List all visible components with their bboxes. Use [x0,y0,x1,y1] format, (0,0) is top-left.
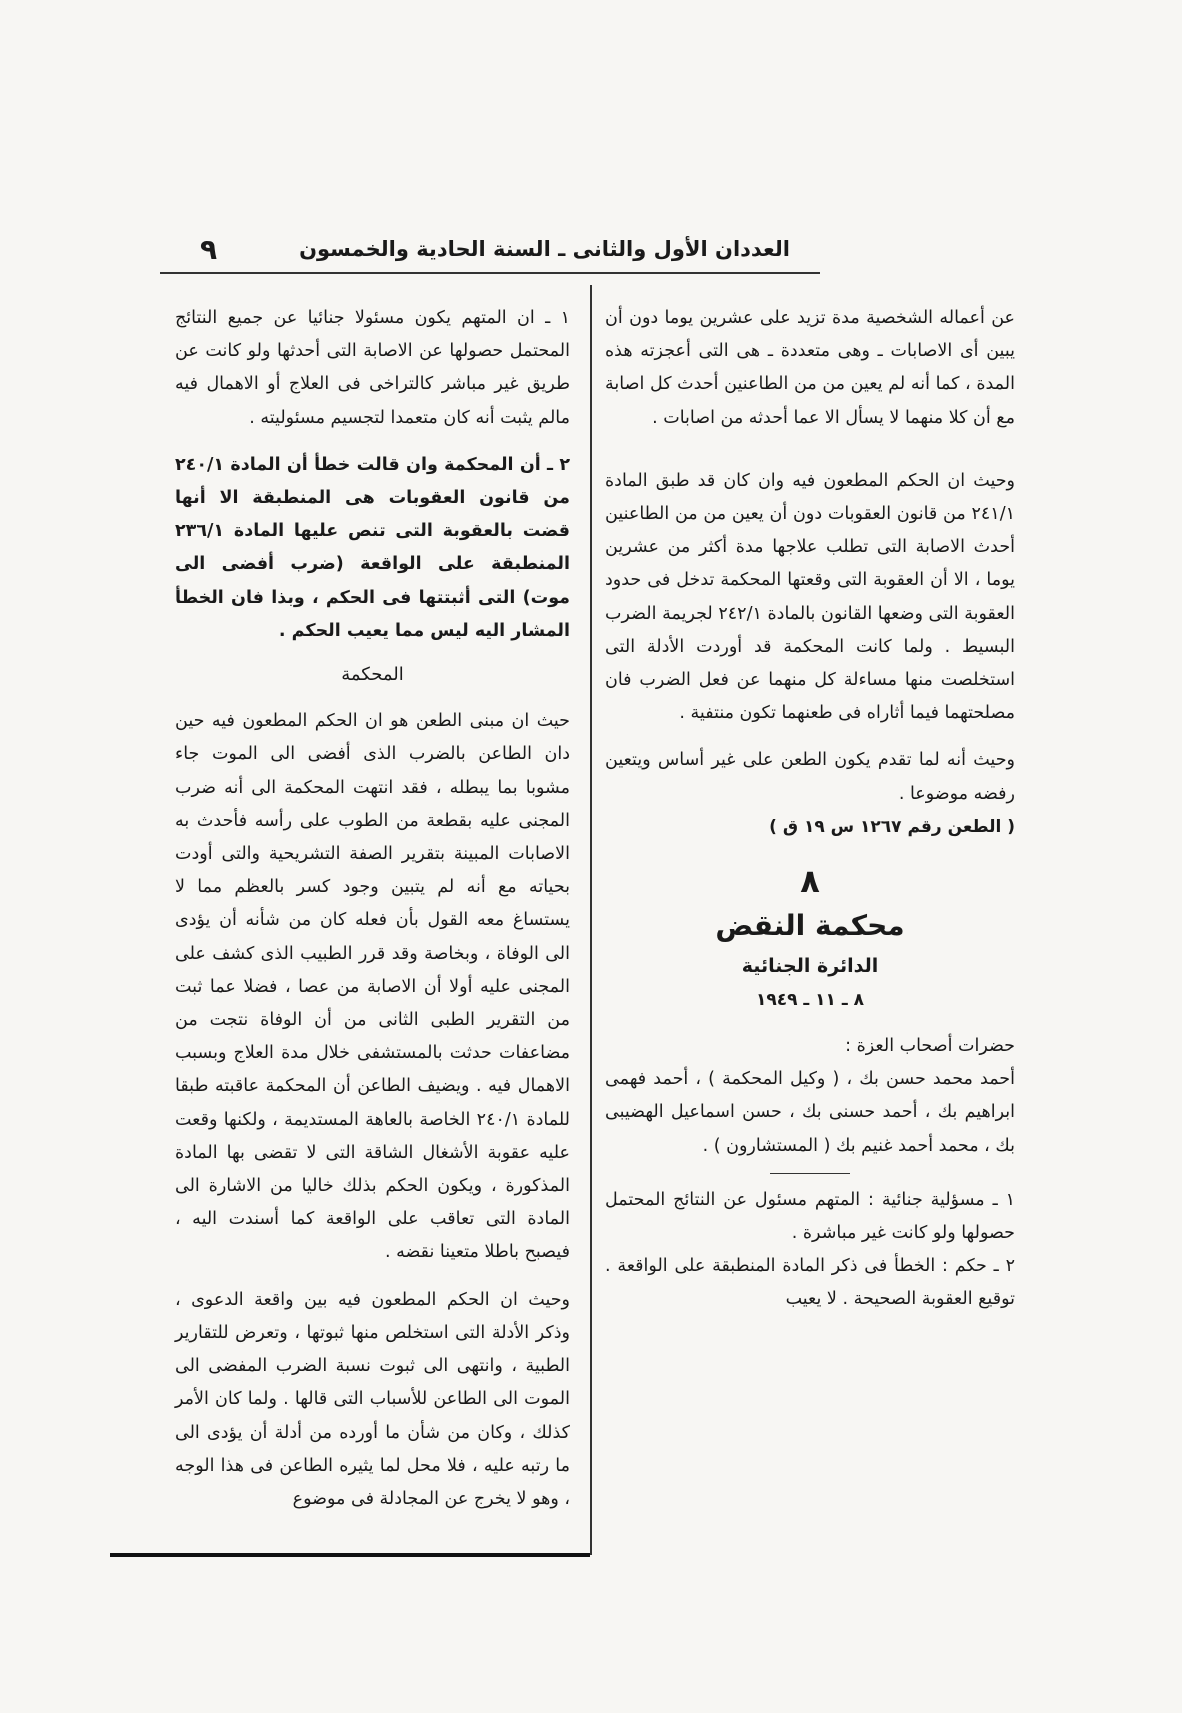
summary-point-1: ١ ـ مسؤلية جنائية : المتهم مسئول عن النتائج المحتمل حصولها ولو كانت غير مباشرة . [605,1189,1015,1244]
journal-issue-title: العددان الأول والثانى ـ السنة الحادية والخمسون [299,237,790,261]
case-number: ٨ [800,862,820,901]
left-paragraph-2: ٢ ـ أن المحكمة وان قالت خطأ أن المادة ٢٤٠/١ من قانون العقوبات هى المنطبقة الا أنها قضت بالعقوبة التى تنص عليها المادة ٢٣٦/١ المنطبقة على الواقعة (ضرب أفضى الى موت) التى أثبتتها فى الحكم ، وبذا فان الخطأ المشار اليه ليس مما يعيب الحكم . [175,454,570,641]
summary-point-2: ٢ ـ حكم : الخطأ فى ذكر المادة المنطبقة على الواقعة . توقيع العقوبة الصحيحة . لا يعيب [605,1256,1015,1310]
section-title: المحكمة [341,664,404,686]
session-date: ٨ ـ ١١ ـ ١٩٤٩ [756,990,864,1011]
right-paragraph-2: وحيث ان الحكم المطعون فيه وان كان قد طبق المادة ٢٤١/١ من قانون العقوبات دون أن يعين من من الطاعنين أحدث الاصابة التى تطلب علاجها مدة أكثر من عشرين يوما ، الا أن العقوبة التى وقعتها المحكمة تدخل فى حدود العقوبة التى وضعها القانون بالمادة ٢٤٢/١ لجريمة الضرب البسيط . ولما كانت المحكمة قد أوردت الأدلة التى استخلصت منها مساءلة كل منهما عن فعل الضرب فان مصلحتهما فيما أثاراه فى طعنهما تكون منتفية . [605,470,1015,724]
column-divider [590,285,592,1555]
page-header [200,232,790,266]
court-name: محكمة النقض [715,909,905,943]
page-number: ٩ [200,232,218,266]
left-paragraph-4: وحيث ان الحكم المطعون فيه بين واقعة الدعوى ، وذكر الأدلة التى استخلص منها ثبوتها ، وتعرض للتقارير الطبية ، وانتهى الى ثبوت نسبة الضرب المفضى الى الموت الى الطاعن للأسباب التى قالها . ولما كان الأمر كذلك ، وكان من شأن ما أورده من أدلة أن يؤدى الى ما رتبه عليه ، فلا محل لما يثيره الطاعن فى هذا الوجه ، وهو لا يخرج عن المجادلة فى موضوع [175,1289,570,1509]
footer-rule [110,1553,590,1557]
attendance-intro: حضرات أصحاب العزة : [845,1036,1015,1057]
court-circuit: الدائرة الجنائية [741,955,879,978]
header-rule [160,272,820,274]
left-column [175,302,570,1516]
right-paragraph-1: عن أعماله الشخصية مدة تزيد على عشرين يوما دون أن يبين أى الاصابات ـ وهى متعددة ـ هى التى أعجزته هذه المدة ، كما أنه لم يعين من من الطاعنين أحدث كل اصابة مع أن كلا منهما لا يسأل الا عما أحدثه من اصابات . [605,308,1015,428]
left-paragraph-1: ١ ـ ان المتهم يكون مسئولا جنائيا عن جميع النتائج المحتمل حصولها عن الاصابة التى أحدثها ولو كانت عن طريق غير مباشر كالتراخى فى العلاج أو الاهمال فيه مالم يثبت أنه كان متعمدا لتجسيم مسئوليته . [175,308,570,428]
right-column [605,302,1015,1317]
attendance-list: أحمد محمد حسن بك ، ( وكيل المحكمة ) ، أحمد فهمى ابراهيم بك ، أحمد حسنى بك ، حسن اسماعيل الهضيبى بك ، محمد أحمد غنيم بك ( المستشارون ) . [605,1069,1015,1156]
summary-divider [770,1173,850,1174]
case-citation: ( الطعن رقم ١٢٦٧ س ١٩ ق ) [769,816,1015,837]
left-paragraph-3: حيث ان مبنى الطعن هو ان الحكم المطعون فيه حين دان الطاعن بالضرب الذى أفضى الى الموت جاء مشوبا بما يبطله ، فقد انتهت المحكمة الى أنه ضرب المجنى عليه بقطعة من الطوب على رأسه فأحدث به الاصابات المبينة بتقرير الصفة التشريحية والتى أودت بحياته مع أنه لم يتبين وجود كسر بالعظم مما لا يستساغ معه القول بأن فعله كان من شأنه أن يؤدى الى الوفاة ، وبخاصة وقد قرر الطبيب الذى كشف على المجنى عليه أولا أن الاصابة من عصا ، فضلا عما ثبت من التقرير الطبى الثانى من أن الوفاة نتجت من مضاعفات حدثت بالمستشفى خلال مدة العلاج وبسبب الاهمال فيه . ويضيف الطاعن أن المحكمة عاقبته طبقا للمادة ٢٤٠/١ الخاصة بالعاهة المستديمة ، ولكنها وقعت عليه عقوبة الأشغال الشاقة التى لا تقضى بها المادة المذكورة ، ويكون الحكم بذلك خاليا من الاشارة الى المادة التى تعاقب على الواقعة كما أسندت اليه ، فيصبح باطلا متعينا نقضه . [175,711,570,1263]
right-paragraph-3: وحيث أنه لما تقدم يكون الطعن على غير أساس ويتعين رفضه موضوعا . [605,750,1015,804]
